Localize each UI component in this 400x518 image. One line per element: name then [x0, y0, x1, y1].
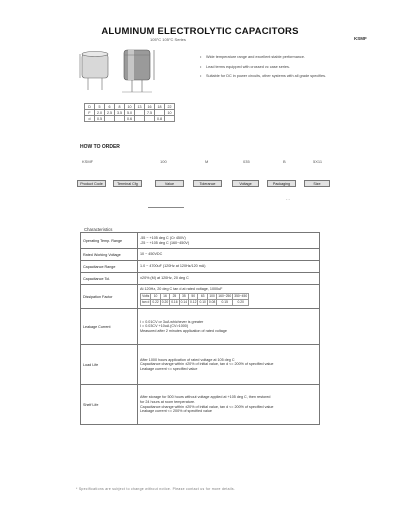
df-tan-row	[141, 300, 249, 306]
char-label: Dissipation Factor	[81, 285, 138, 309]
df-cell: 25	[170, 294, 179, 300]
feature-list	[200, 55, 350, 84]
dim-cell: 5.0	[125, 110, 135, 116]
dim-cell: 0.5	[95, 116, 105, 122]
dim-cell: 0.8	[155, 116, 165, 122]
char-label: Operating Temp. Range	[81, 233, 138, 249]
char-value	[138, 273, 320, 285]
order-code-product: KSMF	[82, 159, 94, 164]
char-label: Capacitance Tol.	[81, 273, 138, 285]
dim-cell	[115, 116, 125, 122]
char-row-operating-temp	[81, 233, 320, 249]
dim-cell: 13	[135, 104, 145, 110]
char-value	[138, 249, 320, 261]
dim-cell: 3.5	[115, 110, 125, 116]
df-cell: Volts	[142, 294, 150, 299]
char-row-load-life	[81, 345, 320, 385]
char-value-line: Leakage current <= specified value	[140, 366, 198, 371]
char-value-line: for 24 hours at room temperature.	[140, 399, 196, 404]
order-label-terminal: Terminal Cfg	[113, 180, 142, 187]
dim-cell	[165, 116, 175, 122]
order-note-box	[148, 207, 184, 216]
feature-item: • Suitable for DC in power circuits, other systems with all grade specifies.	[200, 74, 350, 79]
char-value	[138, 285, 320, 309]
char-value-line: 10 ~ 450VDC	[140, 252, 163, 257]
df-cell: 63	[198, 294, 207, 300]
df-cell: tan d	[142, 300, 150, 305]
df-cell: 0.14	[180, 300, 188, 305]
dim-cell: D	[85, 104, 95, 110]
page-title: ALUMINUM ELECTROLYTIC CAPACITORS	[101, 26, 299, 37]
order-label-tolerance: Tolerance	[193, 180, 222, 187]
df-cell: 35	[179, 294, 188, 300]
df-cell: 0.10	[199, 300, 206, 305]
char-value-line: -25 ~ +105 deg C (160~450V)	[140, 240, 190, 245]
order-label-size: Size	[304, 180, 330, 187]
dim-cell	[105, 116, 115, 122]
char-value	[138, 385, 320, 425]
df-cell: 0.15	[217, 300, 233, 306]
dissipation-factor-subtable	[140, 293, 249, 305]
page-footer: * Specifications are subject to change without notice. Please contact us for more details.	[76, 487, 236, 491]
order-note: - -	[286, 196, 290, 201]
char-row-dissipation-factor	[81, 285, 320, 309]
char-value-line: Measured after 2 minutes application of rated voltage	[140, 328, 227, 333]
dim-cell: 22	[165, 104, 175, 110]
df-cell: 0.12	[190, 300, 197, 305]
order-label-packaging: Packaging	[267, 180, 296, 187]
df-cell: 0.08	[208, 300, 216, 305]
df-cell: 100	[209, 294, 215, 299]
char-value-line: ±20% (M) at 120Hz, 20 deg C	[140, 276, 189, 281]
char-row-leakage-current	[81, 309, 320, 345]
char-value-line: 1.0 ~ 4700uF (120Hz at 120Hz/120 mA)	[140, 264, 206, 269]
dim-cell: 6	[105, 104, 115, 110]
order-code-tolerance: M	[205, 159, 209, 164]
dim-cell: 2.5	[105, 110, 115, 116]
dim-cell: F	[85, 110, 95, 116]
char-label: Shelf Life	[81, 385, 138, 425]
capacitor-side-view-icon	[80, 52, 108, 91]
char-label: Capacitance Range	[81, 261, 138, 273]
char-value-line: Capacitance change within ±20% of initial value, tan d <= 200% of specified value	[140, 362, 274, 367]
char-value-line: -55 ~ +105 deg C (Cr 450V)	[140, 235, 186, 240]
char-label: Rated Working Voltage	[81, 249, 138, 261]
df-cell: 0.20	[233, 300, 249, 306]
dim-cell: 0.6	[125, 116, 135, 122]
order-label-voltage: Voltage	[232, 180, 259, 187]
dim-cell: 10	[165, 110, 175, 116]
char-value	[138, 345, 320, 385]
df-cell: 160~250	[218, 294, 232, 299]
char-value-line: Leakage current <= 200% of specified value	[140, 409, 212, 414]
char-value	[138, 233, 320, 249]
characteristics-heading: Characteristics	[84, 227, 113, 232]
dim-cell	[135, 116, 145, 122]
dimension-row-lead	[85, 116, 175, 122]
dim-cell: 18	[155, 104, 165, 110]
feature-item: • Wide temperature range and excellent stable performance.	[200, 55, 350, 60]
char-value-line: At 120Hz, 20 deg C tan d at rated voltage, 1000uF	[140, 287, 223, 292]
char-value-line: I = 0.01CV or 3uA whichever is greater	[140, 319, 204, 324]
order-code-voltage: 035	[243, 159, 250, 164]
order-label-value: Value	[155, 180, 184, 187]
dim-cell: 16	[145, 104, 155, 110]
char-row-shelf-life	[81, 385, 320, 425]
char-label: Load Life	[81, 345, 138, 385]
dim-cell: 2.0	[95, 110, 105, 116]
char-value	[138, 261, 320, 273]
dim-cell	[145, 116, 155, 122]
series-subtitle: 105°C 105°C Series	[150, 37, 186, 42]
capacitor-dimension-drawing	[78, 46, 183, 96]
df-cell: 16	[160, 294, 169, 300]
how-to-order-heading: HOW TO ORDER	[80, 144, 120, 150]
df-cell: 0.20	[161, 300, 169, 305]
char-label: Leakage Current	[81, 309, 138, 345]
df-cell: 0.16	[171, 300, 178, 305]
order-code-size: 5X11	[313, 159, 323, 164]
characteristics-table	[80, 232, 320, 425]
dim-cell: 7.5	[145, 110, 155, 116]
df-cell: 50	[189, 294, 198, 300]
capacitor-body-view-icon	[122, 50, 154, 92]
dim-cell: 8	[115, 104, 125, 110]
char-value-line: After storage for 500 hours without voltage applied at +105 deg C, then restored	[140, 395, 271, 400]
char-row-capacitance-range	[81, 261, 320, 273]
char-row-capacitance-tolerance	[81, 273, 320, 285]
char-row-rated-voltage	[81, 249, 320, 261]
char-value-line: After 1000 hours application of rated voltage at 105 deg C	[140, 357, 235, 362]
dimension-table	[84, 103, 175, 122]
dim-cell: d	[85, 116, 95, 122]
dim-cell: 10	[125, 104, 135, 110]
brand-code: KSMF	[354, 36, 367, 41]
order-label-product-code: Product Code	[77, 180, 106, 187]
char-value-line: Capacitance change within ±20% of initial value, tan d <= 200% of specified value	[140, 404, 274, 409]
df-cell: 10	[151, 294, 160, 300]
dim-cell: 5	[95, 104, 105, 110]
df-cell: 350~450	[234, 294, 248, 299]
feature-item: • Lead terms equipped with crossed vc case series.	[200, 65, 350, 70]
df-cell: 0.22	[152, 300, 159, 305]
char-value-line: I = 0.03CV +10uA (CV>1000)	[140, 324, 189, 329]
order-code-value: 100	[160, 159, 167, 164]
order-code-packaging: B	[283, 159, 286, 164]
char-value	[138, 309, 320, 345]
